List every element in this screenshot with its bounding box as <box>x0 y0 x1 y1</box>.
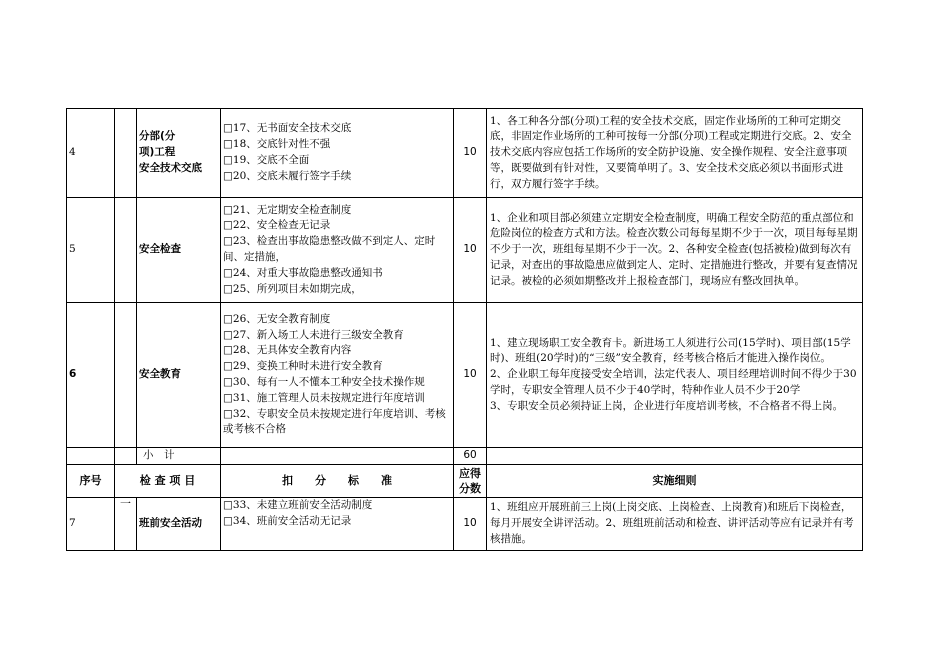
safety-inspection-table <box>66 108 863 551</box>
header-detail: 实施细则 <box>487 465 863 498</box>
score: 10 <box>454 198 487 303</box>
row-number: 5 <box>67 198 115 303</box>
criteria-item: □29、变换工种时未进行安全教育 <box>223 360 383 373</box>
check-item <box>137 109 221 198</box>
empty-cell <box>487 448 863 465</box>
criteria-item: □19、交底不全面 <box>223 154 310 166</box>
check-item: 安全教育 <box>137 303 221 448</box>
subtotal-score: 60 <box>454 448 487 465</box>
criteria-item: □18、交底针对性不强 <box>223 138 331 151</box>
header-score: 应得分数 <box>454 465 487 498</box>
criteria-item: □23、检查出事故隐患整改做不到定人、定时间、定措施， <box>223 235 436 263</box>
criteria-item: □17、无书面安全技术交底 <box>223 122 352 135</box>
safety-inspection-table-container <box>66 108 862 551</box>
criteria-item: □30、每有一人不懂本工种安全技术操作规 <box>223 376 425 388</box>
criteria-item: □34、班前安全活动无记录 <box>223 514 352 527</box>
subtotal-row <box>67 448 863 465</box>
empty-cell <box>115 448 137 465</box>
header-criteria: 扣 分 标 准 <box>221 465 454 498</box>
row-number: 4 <box>67 109 115 198</box>
criteria-item: □22、安全检查无记录 <box>223 219 331 232</box>
table-row <box>67 109 863 198</box>
header-row <box>67 465 863 498</box>
criteria-item: □26、无安全教育制度 <box>223 312 331 325</box>
implementation-detail: 1、企业和项目部必须建立定期安全检查制度，明确工程安全防范的重点部位和危险岗位的检查方式和方法。检查次数公司每每星期不少于一次，项目每每星期不少于一次，班组每星期不少于一次。2、各种安全检查(包括被检)做到每次有记录，对查出的事故隐患应做到定人、定时、定措施进行整改，并要有复查情况记录。被检的必须如期整改并上报检查部门，现场应有整改回执单。 <box>487 198 863 303</box>
score: 10 <box>454 109 487 198</box>
score: 10 <box>454 498 487 551</box>
table-row <box>67 498 863 551</box>
section-mark: 一 <box>115 498 137 551</box>
implementation-detail: 1、各工种各分部(分项)工程的安全技术交底，固定作业场所的工种可定期交底，非固定作业场所的工种可按每一分部(分项)工程或定期进行交底。2、安全技术交底内容应包括工作场所的安全防护设施、安全操作规程、安全注意事项等，既要做到有针对性，又要简单明了。3、安全技术交底必须以书面形式进行，双方履行签字手续。 <box>487 109 863 198</box>
deduction-criteria <box>221 109 454 198</box>
criteria-item: □25、所列项目未如期完成， <box>223 282 362 295</box>
row-number: 6 <box>67 303 115 448</box>
header-no: 序号 <box>67 465 115 498</box>
deduction-criteria <box>221 198 454 303</box>
check-item-line: 安全技术交底 <box>139 161 202 174</box>
check-item-line: 项)工程 <box>139 146 176 159</box>
criteria-item: □33、未建立班前安全活动制度 <box>223 499 373 511</box>
empty-cell <box>67 448 115 465</box>
detail-paragraph: 2、企业职工每年度接受安全培训，法定代表人、项目经理培训时间不得少于30学时，专职安全管理人员不少于40学时，特种作业人员不少于20学 <box>490 368 857 396</box>
check-item-line: 分部(分 <box>139 130 176 143</box>
score: 10 <box>454 303 487 448</box>
row-spacer <box>115 109 137 198</box>
deduction-criteria <box>221 498 454 551</box>
detail-paragraph: 3、专职安全员必须持证上岗，企业进行年度培训考核，不合格者不得上岗。 <box>490 399 844 412</box>
implementation-detail: 1、班组应开展班前三上岗(上岗交底、上岗检查、上岗教育)和班后下岗检查，每月开展安全讲评活动。2、班组班前活动和检查、讲评活动等应有记录并有考核措施。 <box>487 498 863 551</box>
criteria-item: □31、施工管理人员未按规定进行年度培训 <box>223 391 425 404</box>
table-row <box>67 303 863 448</box>
subtotal-label: 小 计 <box>137 448 221 465</box>
criteria-item: □21、无定期安全检查制度 <box>223 203 352 216</box>
detail-paragraph: 1、建立现场职工安全教育卡。新进场工人须进行公司(15学时)、项目部(15学时)、班组(20学时)的“三级”安全教育，经考核合格后才能进入操作岗位。 <box>490 336 851 365</box>
table-row <box>67 198 863 303</box>
row-spacer <box>115 303 137 448</box>
criteria-item: □27、新入场工人未进行三级安全教育 <box>223 328 404 341</box>
check-item: 安全检查 <box>137 198 221 303</box>
criteria-item: □32、专职安全员未按规定进行年度培训、考核或考核不合格 <box>223 407 446 436</box>
criteria-item: □28、无具体安全教育内容 <box>223 344 352 357</box>
header-item: 检 查 项 目 <box>115 465 221 498</box>
deduction-criteria <box>221 303 454 448</box>
empty-cell <box>221 448 454 465</box>
row-spacer <box>115 198 137 303</box>
criteria-item: □24、对重大事故隐患整改通知书 <box>223 266 383 279</box>
implementation-detail <box>487 303 863 448</box>
criteria-item: □20、交底未履行签字手续 <box>223 169 352 182</box>
row-number: 7 <box>67 498 115 551</box>
check-item: 班前安全活动 <box>137 498 221 551</box>
